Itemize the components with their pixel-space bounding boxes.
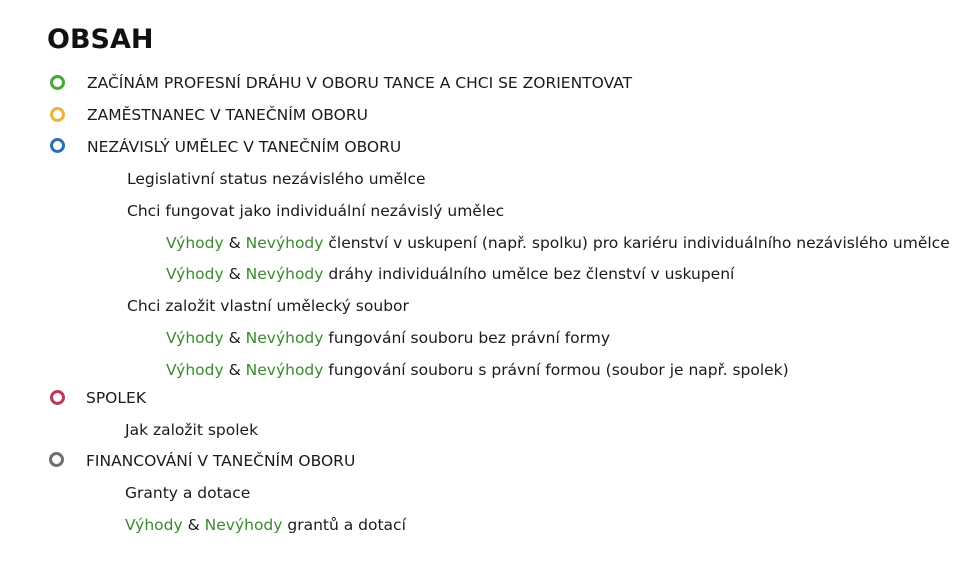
ampersand: & [223, 329, 246, 347]
ampersand: & [223, 265, 246, 283]
pros-label: Výhody [166, 361, 224, 379]
toc-item-label[interactable]: Chci založit vlastní umělecký soubor [127, 297, 409, 315]
ampersand: & [223, 234, 246, 252]
toc-item-grants-pros-cons[interactable] [125, 515, 406, 535]
toc-item-found-association[interactable] [125, 420, 258, 440]
cons-label: Nevýhody [245, 329, 324, 347]
toc-section-association[interactable] [86, 388, 146, 408]
toc-section-career-start[interactable] [87, 73, 632, 93]
toc-subitem-individual-pros-cons[interactable] [166, 264, 734, 284]
subitem-text: členství v uskupení (např. spolku) pro kariéru individuálního nezávislého umělce [323, 234, 950, 252]
toc-subitem-membership-pros-cons[interactable] [166, 233, 950, 253]
pros-label: Výhody [166, 265, 224, 283]
toc-section-label[interactable]: NEZÁVISLÝ UMĚLEC V TANEČNÍM OBORU [87, 138, 402, 156]
pros-label: Výhody [166, 329, 224, 347]
red-circle-icon [50, 390, 65, 405]
toc-section-independent-artist[interactable] [87, 137, 401, 157]
gray-circle-icon [49, 452, 64, 467]
toc-section-label[interactable]: FINANCOVÁNÍ V TANEČNÍM OBORU [86, 452, 356, 470]
toc-item-label[interactable]: Chci fungovat jako individuální nezávislý umělec [127, 202, 505, 220]
toc-item-label[interactable]: Legislativní status nezávislého umělce [127, 170, 426, 188]
toc-item-grants[interactable] [125, 483, 250, 503]
subitem-text: dráhy individuálního umělce bez členství v uskupení [323, 265, 735, 283]
toc-section-financing[interactable] [86, 451, 355, 471]
toc-section-employee[interactable] [87, 105, 368, 125]
toc-title: OBSAH [47, 24, 154, 55]
subitem-text: fungování souboru bez právní formy [323, 329, 611, 347]
subitem-text: grantů a dotací [282, 516, 406, 534]
yellow-circle-icon [50, 107, 65, 122]
toc-item-label[interactable]: Granty a dotace [125, 484, 251, 502]
green-circle-icon [50, 75, 65, 90]
toc-item-own-ensemble[interactable] [127, 296, 409, 316]
toc-section-label[interactable]: ZAMĚSTNANEC V TANEČNÍM OBORU [87, 106, 368, 124]
cons-label: Nevýhody [245, 265, 324, 283]
cons-label: Nevýhody [245, 234, 324, 252]
pros-label: Výhody [166, 234, 224, 252]
blue-circle-icon [50, 138, 65, 153]
toc-subitem-ensemble-no-legal-form[interactable] [166, 328, 610, 348]
toc-section-label[interactable]: SPOLEK [86, 389, 146, 407]
toc-item-individual-artist[interactable] [127, 201, 504, 221]
cons-label: Nevýhody [204, 516, 283, 534]
ampersand: & [223, 361, 246, 379]
subitem-text: fungování souboru s právní formou (soubor je např. spolek) [323, 361, 789, 379]
toc-section-label[interactable]: ZAČÍNÁM PROFESNÍ DRÁHU V OBORU TANCE A CHCI SE ZORIENTOVAT [87, 74, 633, 92]
ampersand: & [182, 516, 205, 534]
cons-label: Nevýhody [245, 361, 324, 379]
toc-subitem-ensemble-legal-form[interactable] [166, 360, 789, 380]
pros-label: Výhody [125, 516, 183, 534]
toc-item-legislative-status[interactable] [127, 169, 426, 189]
toc-item-label[interactable]: Jak založit spolek [125, 421, 259, 439]
